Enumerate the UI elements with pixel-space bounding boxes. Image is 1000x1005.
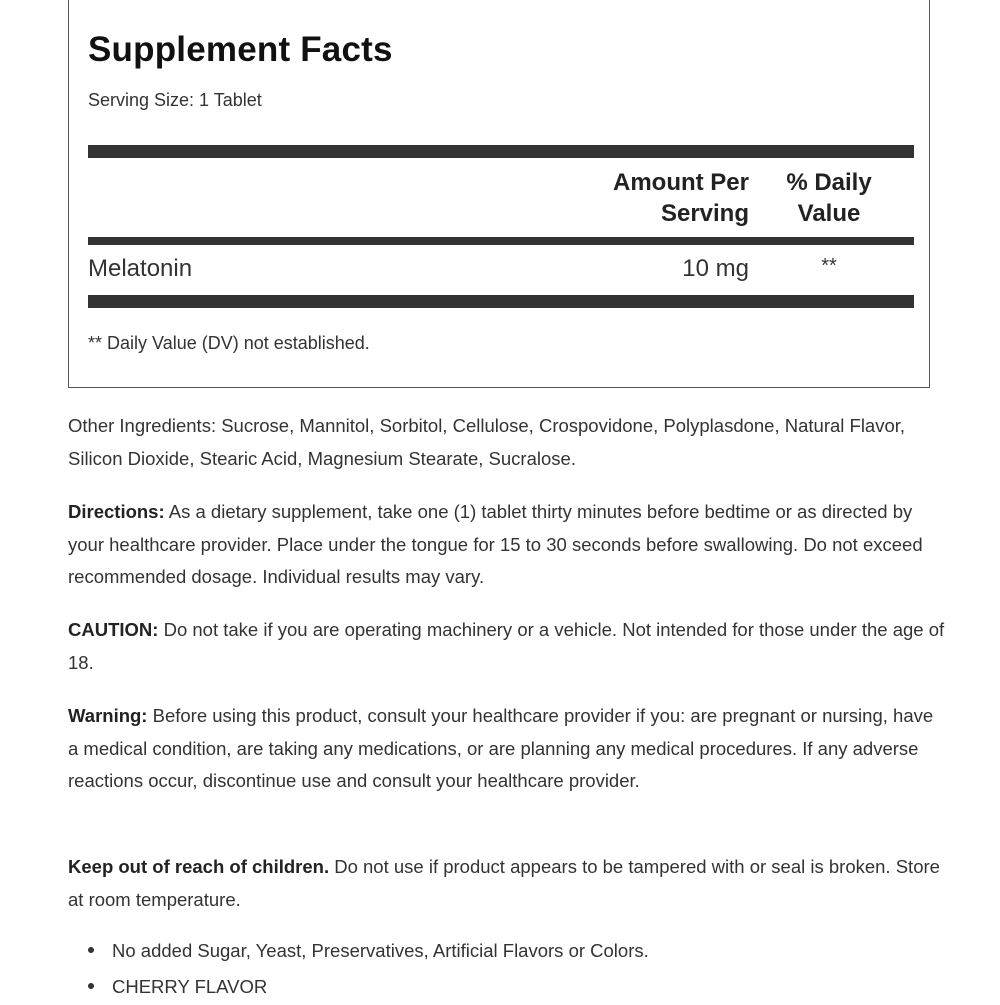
facts-footnote: ** Daily Value (DV) not established. — [88, 333, 370, 353]
facts-title: Supplement Facts — [88, 30, 393, 69]
bullet-dot-icon — [88, 983, 94, 989]
list-item — [68, 933, 649, 969]
list-item-text: CHERRY FLAVOR — [112, 976, 268, 997]
bullet-dot-icon — [88, 947, 94, 953]
caution — [68, 614, 948, 679]
other-ingredients — [68, 410, 948, 475]
divider-medium — [88, 237, 914, 245]
nutrient-daily-value: ** — [821, 255, 837, 277]
nutrient-name: Melatonin — [88, 255, 193, 282]
column-header-amount-line2: Serving — [660, 200, 749, 227]
feature-list — [68, 933, 649, 1005]
column-header-dv-line1: % Daily — [786, 169, 872, 196]
divider-thick-bottom — [88, 295, 914, 308]
divider-thick-top — [88, 145, 914, 158]
serving-size: Serving Size: 1 Tablet — [88, 90, 262, 110]
caution-label: CAUTION: — [68, 619, 159, 640]
column-header-amount — [509, 167, 749, 229]
warning — [68, 700, 948, 798]
keep-out-text: Do not use if product appears to be tampered with or seal is broken. Store at room temperature. — [68, 856, 940, 910]
caution-text: Do not take if you are operating machinery or a vehicle. Not intended for those under the age of 18. — [68, 619, 945, 673]
nutrient-amount: 10 mg — [682, 255, 749, 282]
directions — [68, 496, 948, 594]
other-ingredients-text: Other Ingredients: Sucrose, Mannitol, Sorbitol, Cellulose, Crospovidone, Polyplasdone, Natural Flavor, Silicon Dioxide, Stearic Acid, Magnesium Stearate, Sucralose. — [68, 415, 906, 469]
keep-out-label: Keep out of reach of children. — [68, 856, 330, 877]
warning-label: Warning: — [68, 705, 148, 726]
supplement-facts-panel — [68, 0, 930, 388]
directions-label: Directions: — [68, 501, 165, 522]
warning-text: Before using this product, consult your healthcare provider if you: are pregnant or nursing, have a medical condition, are taking any medications, or are planning any medical procedures. If any adverse reactions occur, discontinue use and consult your healthcare provider. — [68, 705, 934, 791]
directions-text: As a dietary supplement, take one (1) tablet thirty minutes before bedtime or as directed by your healthcare provider. Place under the tongue for 15 to 30 seconds before swallowing. Do not exceed recommended dosage. Individual results may vary. — [68, 501, 923, 587]
column-header-dv-line2: Value — [797, 200, 861, 227]
list-item-text: No added Sugar, Yeast, Preservatives, Artificial Flavors or Colors. — [112, 940, 649, 961]
column-header-daily-value — [769, 167, 889, 229]
column-header-amount-line1: Amount Per — [612, 169, 749, 196]
keep-out-of-reach — [68, 851, 948, 916]
